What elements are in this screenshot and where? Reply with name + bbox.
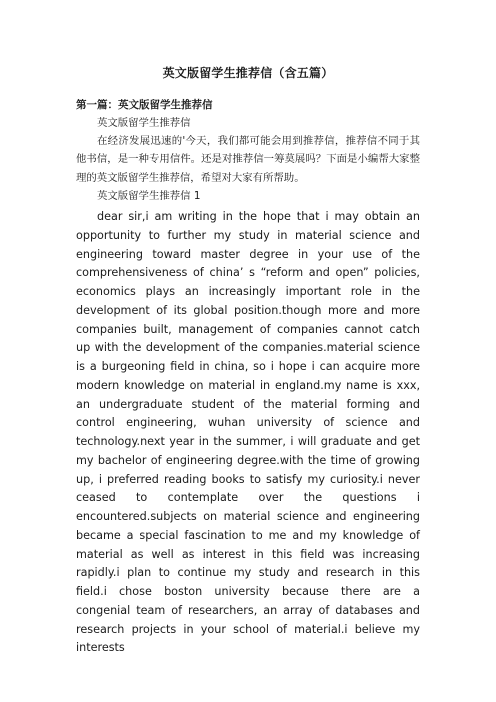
chinese-intro-block [76, 114, 420, 205]
subtitle-line: 英文版留学生推荐信 [97, 117, 191, 129]
letter-body [76, 208, 420, 658]
document-title: 英文版留学生推荐信（含五篇） [162, 66, 334, 80]
letter-paragraph: dear sir,i am writing in the hope that i may obtain an opportunity to further my study in material science and engineering toward master degree in your use of the comprehensiveness of china’ s “reform and open” policies, economics plays an increasingly important role in the development of its global position.though more and more companies built, management of companies cannot catch up with the development of the companies.material science is a burgeoning field in china, so i hope i can acquire more modern knowledge on material in england.my name is xxx, an undergraduate student of the material forming and control engineering, wuhan university of science and technology.next year in the summer, i will graduate and get my bachelor of engineering degree.with the time of growing up, i preferred reading books to satisfy my curiosity.i never ceased to contemplate over the questions i encountered.subjects on material science and engineering became a special fascination to me and my knowledge of material as well as interest in this field was increasing rapidly.i plan to continue my study and research in this field.i chose boston university because there are a congenial team of researchers, an array of databases and research projects in your school of material.i believe my interests [76, 210, 420, 655]
intro-paragraph: 在经济发展迅速的'今天，我们都可能会用到推荐信，推荐信不同于其他书信，是一种专用信件。还是对推荐信一筹莫展吗？下面是小编帮大家整理的英文版留学生推荐信，希望对大家有所帮助。 [76, 135, 420, 184]
section-heading: 第一篇：英文版留学生推荐信 [76, 99, 213, 111]
sample-label: 英文版留学生推荐信 1 [97, 189, 201, 202]
